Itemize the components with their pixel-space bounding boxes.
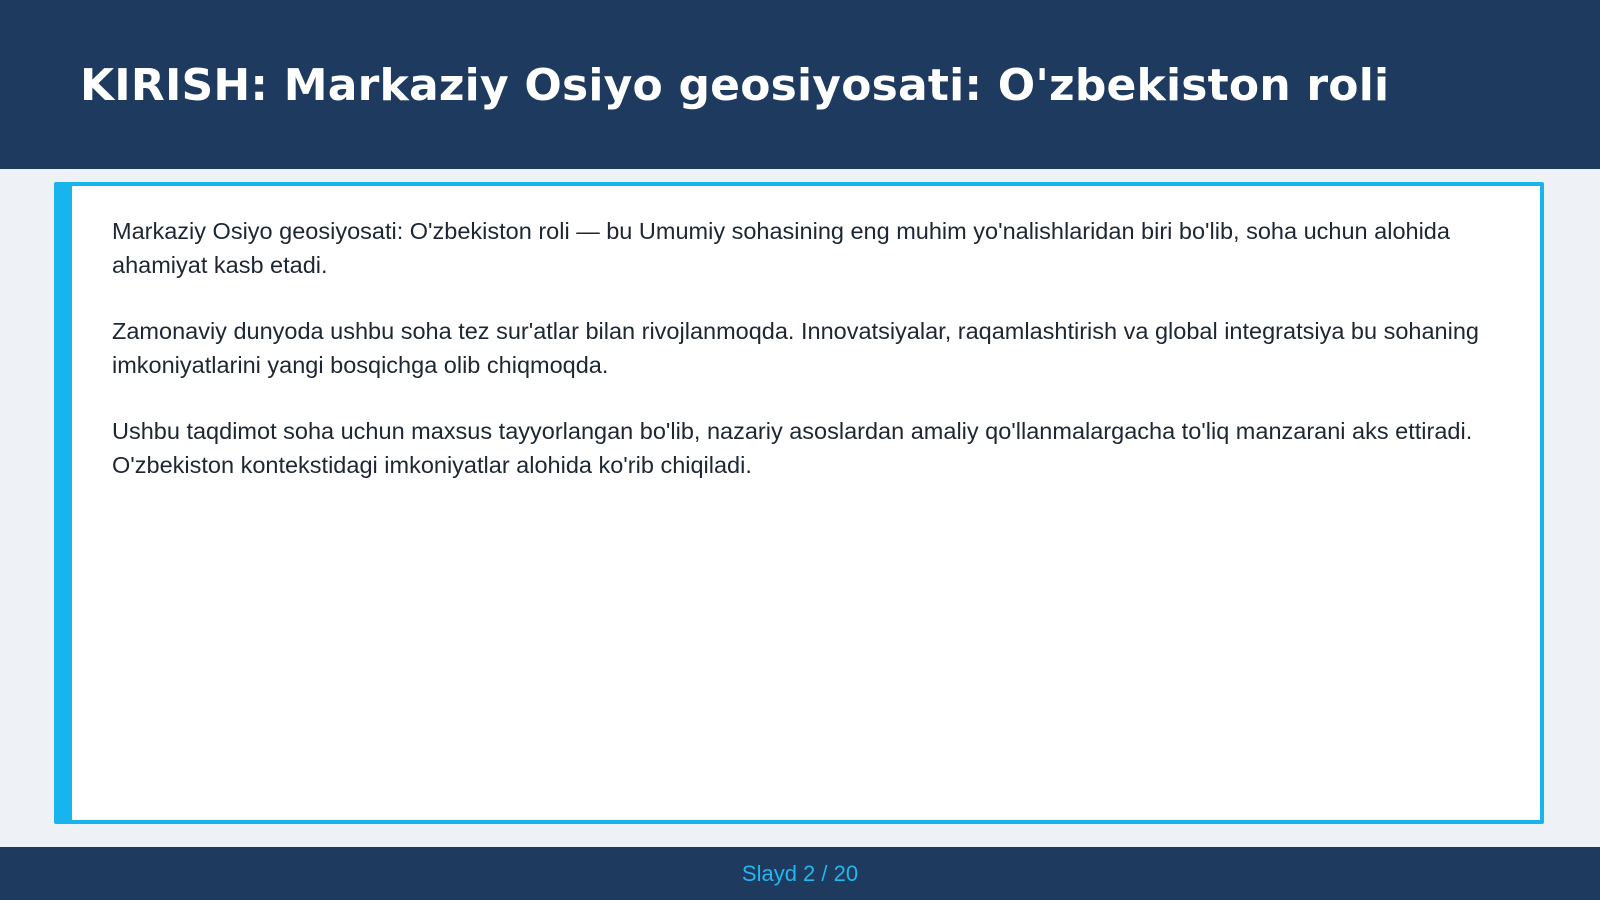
slide-title: KIRISH: Markaziy Osiyo geosiyosati: O'zbekiston roli <box>80 60 1390 111</box>
content-panel <box>54 182 1544 824</box>
content-paragraph: Markaziy Osiyo geosiyosati: O'zbekiston roli — bu Umumiy sohasining eng muhim yo'nalishlaridan biri bo'lib, soha uchun alohida ahamiyat kasb etadi. <box>112 218 1450 278</box>
slide-header <box>0 0 1600 169</box>
content-body <box>112 214 1498 514</box>
slide-footer <box>0 847 1600 900</box>
slide-counter: Slayd 2 / 20 <box>741 861 859 886</box>
content-paragraph: Ushbu taqdimot soha uchun maxsus tayyorlangan bo'lib, nazariy asoslardan amaliy qo'llanmalargacha to'liq manzarani aks ettiradi. O'zbekiston kontekstidagi imkoniyatlar alohida ko'rib chiqiladi. <box>112 418 1473 478</box>
content-paragraph: Zamonaviy dunyoda ushbu soha tez sur'atlar bilan rivojlanmoqda. Innovatsiyalar, raqamlashtirish va global integratsiya bu sohaning imkoniyatlarini yangi bosqichga olib chiqmoqda. <box>112 318 1479 378</box>
